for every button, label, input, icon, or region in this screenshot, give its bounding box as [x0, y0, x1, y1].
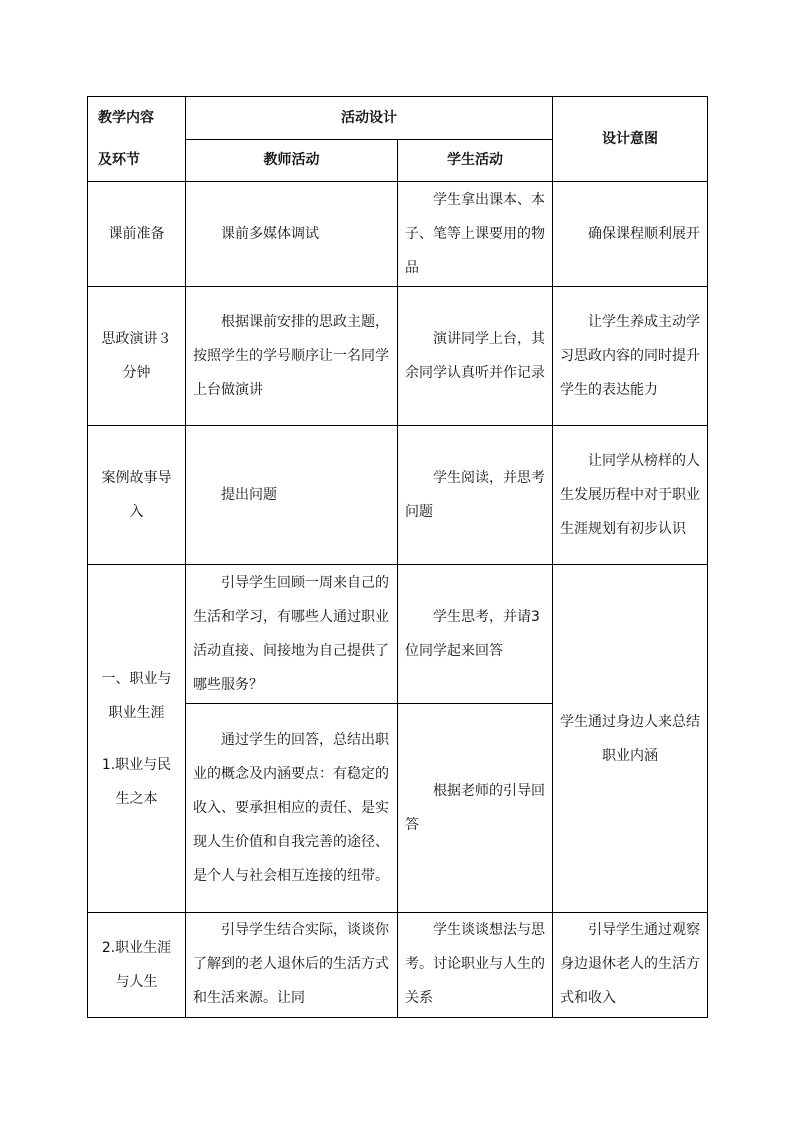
stage-cell — [88, 565, 186, 913]
stage-cell — [88, 426, 186, 565]
header-teacher-activity: 教师活动 — [186, 139, 398, 182]
design-intent-cell: 引导学生通过观察身边退休老人的生活方式和收入 — [553, 913, 708, 1018]
stage-sub-label-line-2: 生之本 — [115, 790, 158, 807]
student-activity-cell: 学生谈谈想法与思考。讨论职业与人生的关系 — [398, 913, 553, 1018]
teacher-activity-cell: 引导学生回顾一周来自己的生活和学习，有哪些人通过职业活动直接、间接地为自己提供了哪些服务？ — [186, 565, 398, 704]
student-activity-cell: 学生阅读，并思考问题 — [398, 426, 553, 565]
table-row — [88, 426, 708, 565]
stage-cell — [88, 913, 186, 1018]
stage-label-line-2: 职业生涯 — [108, 704, 165, 721]
header-activity-design: 活动设计 — [186, 97, 553, 140]
stage-cell — [88, 287, 186, 426]
design-intent-cell: 让学生养成主动学习思政内容的同时提升学生的表达能力 — [553, 287, 708, 426]
stage-label-line-2: 分钟 — [122, 365, 151, 381]
stage-label: 课前准备 — [108, 226, 165, 242]
teacher-activity-cell: 课前多媒体调试 — [186, 182, 398, 287]
student-activity-cell: 演讲同学上台，其余同学认真听并作记录 — [398, 287, 553, 426]
teacher-activity-cell: 通过学生的回答，总结出职业的概念及内涵要点：有稳定的收入、要承担相应的责任、是实现人生价值和自我完善的途径、是个人与社会相互连接的纽带。 — [186, 704, 398, 913]
table-row — [88, 287, 708, 426]
stage-label-line-1: 一、职业与 — [101, 670, 172, 687]
header-design-intent: 设计意图 — [553, 97, 708, 182]
student-activity-cell: 学生思考，并请3位同学起来回答 — [398, 565, 553, 704]
header-content-stage — [88, 97, 186, 182]
lesson-plan-table — [87, 96, 708, 1018]
design-intent-cell: 让同学从榜样的人生发展历程中对于职业生涯规划有初步认识 — [553, 426, 708, 565]
student-activity-cell: 根据老师的引导回答 — [398, 704, 553, 913]
header-content-line-2: 及环节 — [98, 152, 140, 168]
teacher-activity-cell: 根据课前安排的思政主题，按照学生的学号顺序让一名同学上台做演讲 — [186, 287, 398, 426]
stage-cell — [88, 182, 186, 287]
stage-label-line-2: 入 — [129, 504, 144, 520]
stage-label-line-1: 思政演讲３ — [101, 331, 172, 347]
stage-label-line-2: 与人生 — [115, 974, 158, 990]
teacher-activity-cell: 引导学生结合实际，谈谈你了解到的老人退休后的生活方式和生活来源。让同 — [186, 913, 398, 1018]
header-content-line-1: 教学内容 — [98, 110, 154, 126]
header-student-activity: 学生活动 — [398, 139, 553, 182]
design-intent-cell: 确保课程顺利展开 — [553, 182, 708, 287]
table-row — [88, 182, 708, 287]
stage-sub-label-line-1: 1.职业与民 — [101, 756, 172, 773]
design-intent-cell: 学生通过身边人来总结职业内涵 — [553, 565, 708, 913]
table-row — [88, 565, 708, 704]
stage-label-line-1: 案例故事导 — [101, 470, 172, 486]
stage-label-line-1: 2.职业生涯 — [101, 940, 172, 956]
table-row — [88, 913, 708, 1018]
teacher-activity-cell: 提出问题 — [186, 426, 398, 565]
student-activity-cell: 学生拿出课本、本子、笔等上课要用的物品 — [398, 182, 553, 287]
